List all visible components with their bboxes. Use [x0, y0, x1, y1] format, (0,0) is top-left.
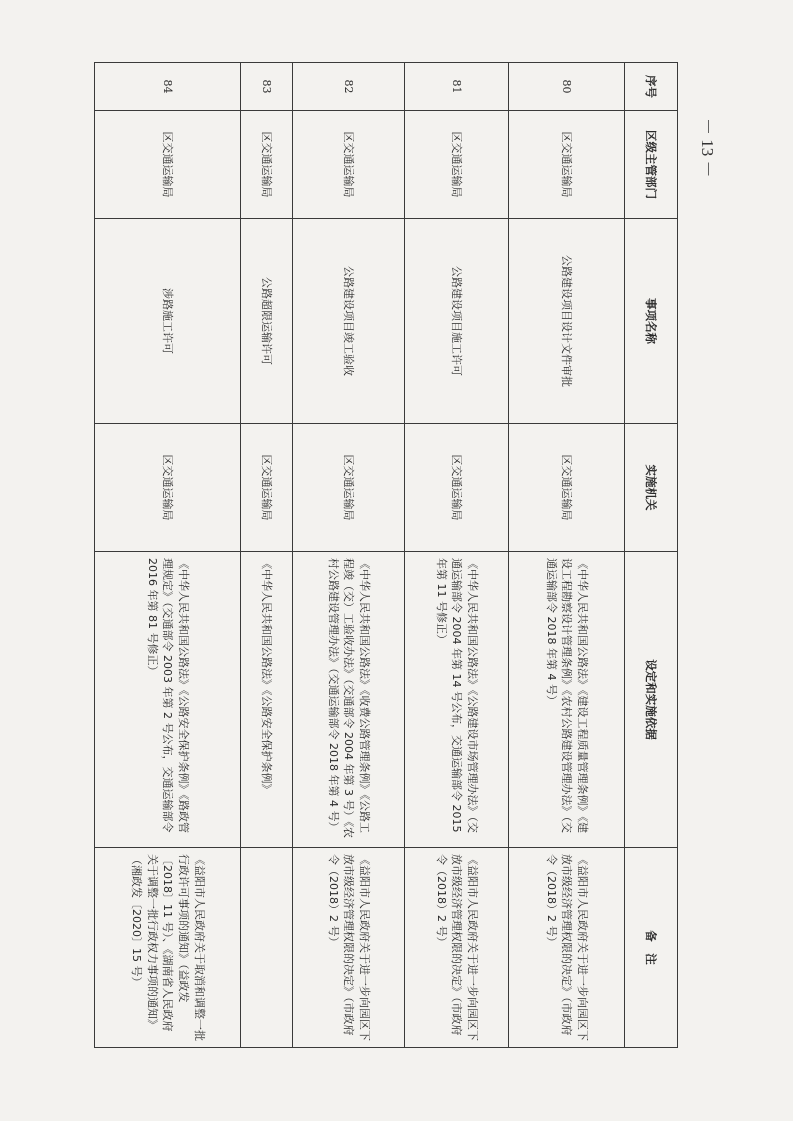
- header-item: 事项名称: [625, 219, 678, 424]
- cell-note: [241, 848, 293, 1048]
- header-dept: 区级主管部门: [625, 111, 678, 219]
- table-row: [95, 63, 241, 1048]
- cell-basis: 《中华人民共和国公路法》《公路建设市场管理办法》（交通运输部令 2004 年第 14 号公布，交通运输部令 2015 年第 11 号修正）: [405, 552, 509, 848]
- table-row: [509, 63, 625, 1048]
- cell-dept: 区交通运输局: [509, 111, 625, 219]
- cell-no: 84: [95, 63, 241, 111]
- cell-item: 公路建设项目施工许可: [405, 219, 509, 424]
- cell-no: 83: [241, 63, 293, 111]
- cell-org: 区交通运输局: [405, 424, 509, 552]
- cell-no: 82: [293, 63, 405, 111]
- cell-dept: 区交通运输局: [405, 111, 509, 219]
- header-basis: 设定和实施依据: [625, 552, 678, 848]
- header-no: 序号: [625, 63, 678, 111]
- cell-note: 《益阳市人民政府关于取消和调整一批行政许可事项的通知》（益政发〔2018〕11 号）、《湖南省人民政府关于调整一批行政权力事项的通知》（湘政发〔2020〕15 号）: [95, 848, 241, 1048]
- table-row: [293, 63, 405, 1048]
- cell-dept: 区交通运输局: [95, 111, 241, 219]
- cell-basis: 《中华人民共和国公路法》《建设工程质量管理条例》《建设工程勘察设计管理条例》《农村公路建设管理办法》（交通运输部令 2018 年第 4 号）: [509, 552, 625, 848]
- cell-note: 《益阳市人民政府关于进一步向园区下放市级经济管理权限的决定》（市政府令（2018）2 号）: [293, 848, 405, 1048]
- cell-note: 《益阳市人民政府关于进一步向园区下放市级经济管理权限的决定》（市政府令（2018）2 号）: [509, 848, 625, 1048]
- rotated-table: [100, 62, 678, 1047]
- cell-dept: 区交通运输局: [241, 111, 293, 219]
- cell-item: 涉路施工许可: [95, 219, 241, 424]
- cell-org: 区交通运输局: [95, 424, 241, 552]
- table-row: [241, 63, 293, 1048]
- cell-note: 《益阳市人民政府关于进一步向园区下放市级经济管理权限的决定》（市政府令（2018）2 号）: [405, 848, 509, 1048]
- cell-item: 公路建设项目设计文件审批: [509, 219, 625, 424]
- page-number: － 13 －: [698, 118, 717, 178]
- cell-org: 区交通运输局: [241, 424, 293, 552]
- cell-basis: 《中华人民共和国公路法》《收费公路管理条例》《公路工程竣（交）工验收办法》（交通部令 2004 年第 3 号）《农村公路建设管理办法》（交通运输部令 2018 年第 4 号）: [293, 552, 405, 848]
- cell-dept: 区交通运输局: [293, 111, 405, 219]
- table-row: [405, 63, 509, 1048]
- header-org: 实施机关: [625, 424, 678, 552]
- table-header-row: [625, 63, 678, 1048]
- cell-org: 区交通运输局: [293, 424, 405, 552]
- cell-org: 区交通运输局: [509, 424, 625, 552]
- header-note: 备 注: [625, 848, 678, 1048]
- cell-basis: 《中华人民共和国公路法》《公路安全保护条例》: [241, 552, 293, 848]
- cell-no: 80: [509, 63, 625, 111]
- cell-item: 公路超限运输许可: [241, 219, 293, 424]
- cell-no: 81: [405, 63, 509, 111]
- cell-basis: 《中华人民共和国公路法》《公路安全保护条例》《路政管理规定》（交通部令 2003 年第 2 号公布，交通运输部令 2016 年第 81 号修正）: [95, 552, 241, 848]
- cell-item: 公路建设项目竣工验收: [293, 219, 405, 424]
- items-table: [94, 62, 678, 1048]
